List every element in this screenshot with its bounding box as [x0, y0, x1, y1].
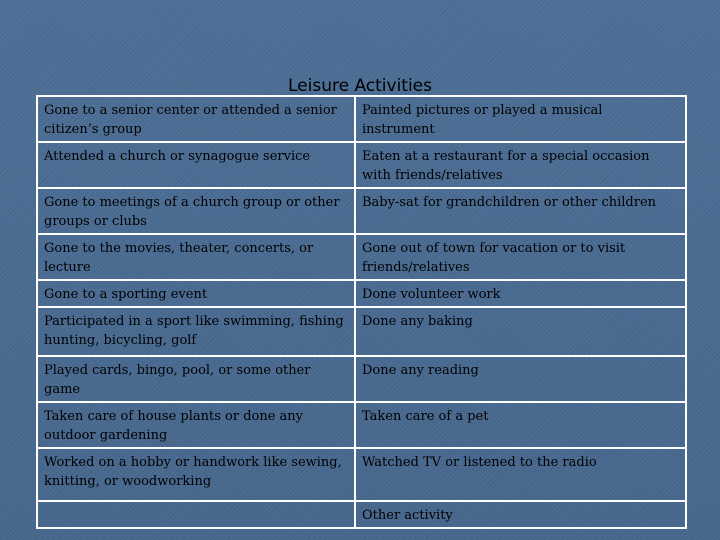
- activity-cell: Painted pictures or played a musical instrument: [355, 96, 686, 142]
- activity-cell: Taken care of house plants or done any outdoor gardening: [37, 402, 355, 448]
- slide-title: Leisure Activities: [287, 76, 433, 96]
- activity-cell: Gone to meetings of a church group or other groups or clubs: [37, 188, 355, 234]
- table-row: [37, 356, 686, 402]
- activity-cell: Gone out of town for vacation or to visit friends/relatives: [355, 234, 686, 280]
- empty-cell: [37, 501, 355, 528]
- activity-cell: Worked on a hobby or handwork like sewing, knitting, or woodworking: [37, 448, 355, 501]
- activity-cell: Gone to a sporting event: [37, 280, 355, 307]
- activity-cell: Done volunteer work: [355, 280, 686, 307]
- activity-cell: Participated in a sport like swimming, fishing hunting, bicycling, golf: [37, 307, 355, 356]
- activity-cell: Attended a church or synagogue service: [37, 142, 355, 188]
- activity-cell: Done any reading: [355, 356, 686, 402]
- table-row: [37, 234, 686, 280]
- activity-cell: Played cards, bingo, pool, or some other game: [37, 356, 355, 402]
- table-row: [37, 448, 686, 501]
- activity-cell: Watched TV or listened to the radio: [355, 448, 686, 501]
- leisure-activities-table: [36, 95, 687, 529]
- activity-cell: Baby-sat for grandchildren or other children: [355, 188, 686, 234]
- table-row: [37, 280, 686, 307]
- table-row: [37, 142, 686, 188]
- activity-cell: Taken care of a pet: [355, 402, 686, 448]
- table-row: [37, 307, 686, 356]
- activity-cell: Eaten at a restaurant for a special occasion with friends/relatives: [355, 142, 686, 188]
- activity-cell: Other activity: [355, 501, 686, 528]
- table-row: [37, 402, 686, 448]
- activity-cell: Gone to the movies, theater, concerts, or lecture: [37, 234, 355, 280]
- activity-cell: Done any baking: [355, 307, 686, 356]
- table-row: [37, 501, 686, 528]
- table-row: [37, 188, 686, 234]
- activity-cell: Gone to a senior center or attended a senior citizen’s group: [37, 96, 355, 142]
- table-row: [37, 96, 686, 142]
